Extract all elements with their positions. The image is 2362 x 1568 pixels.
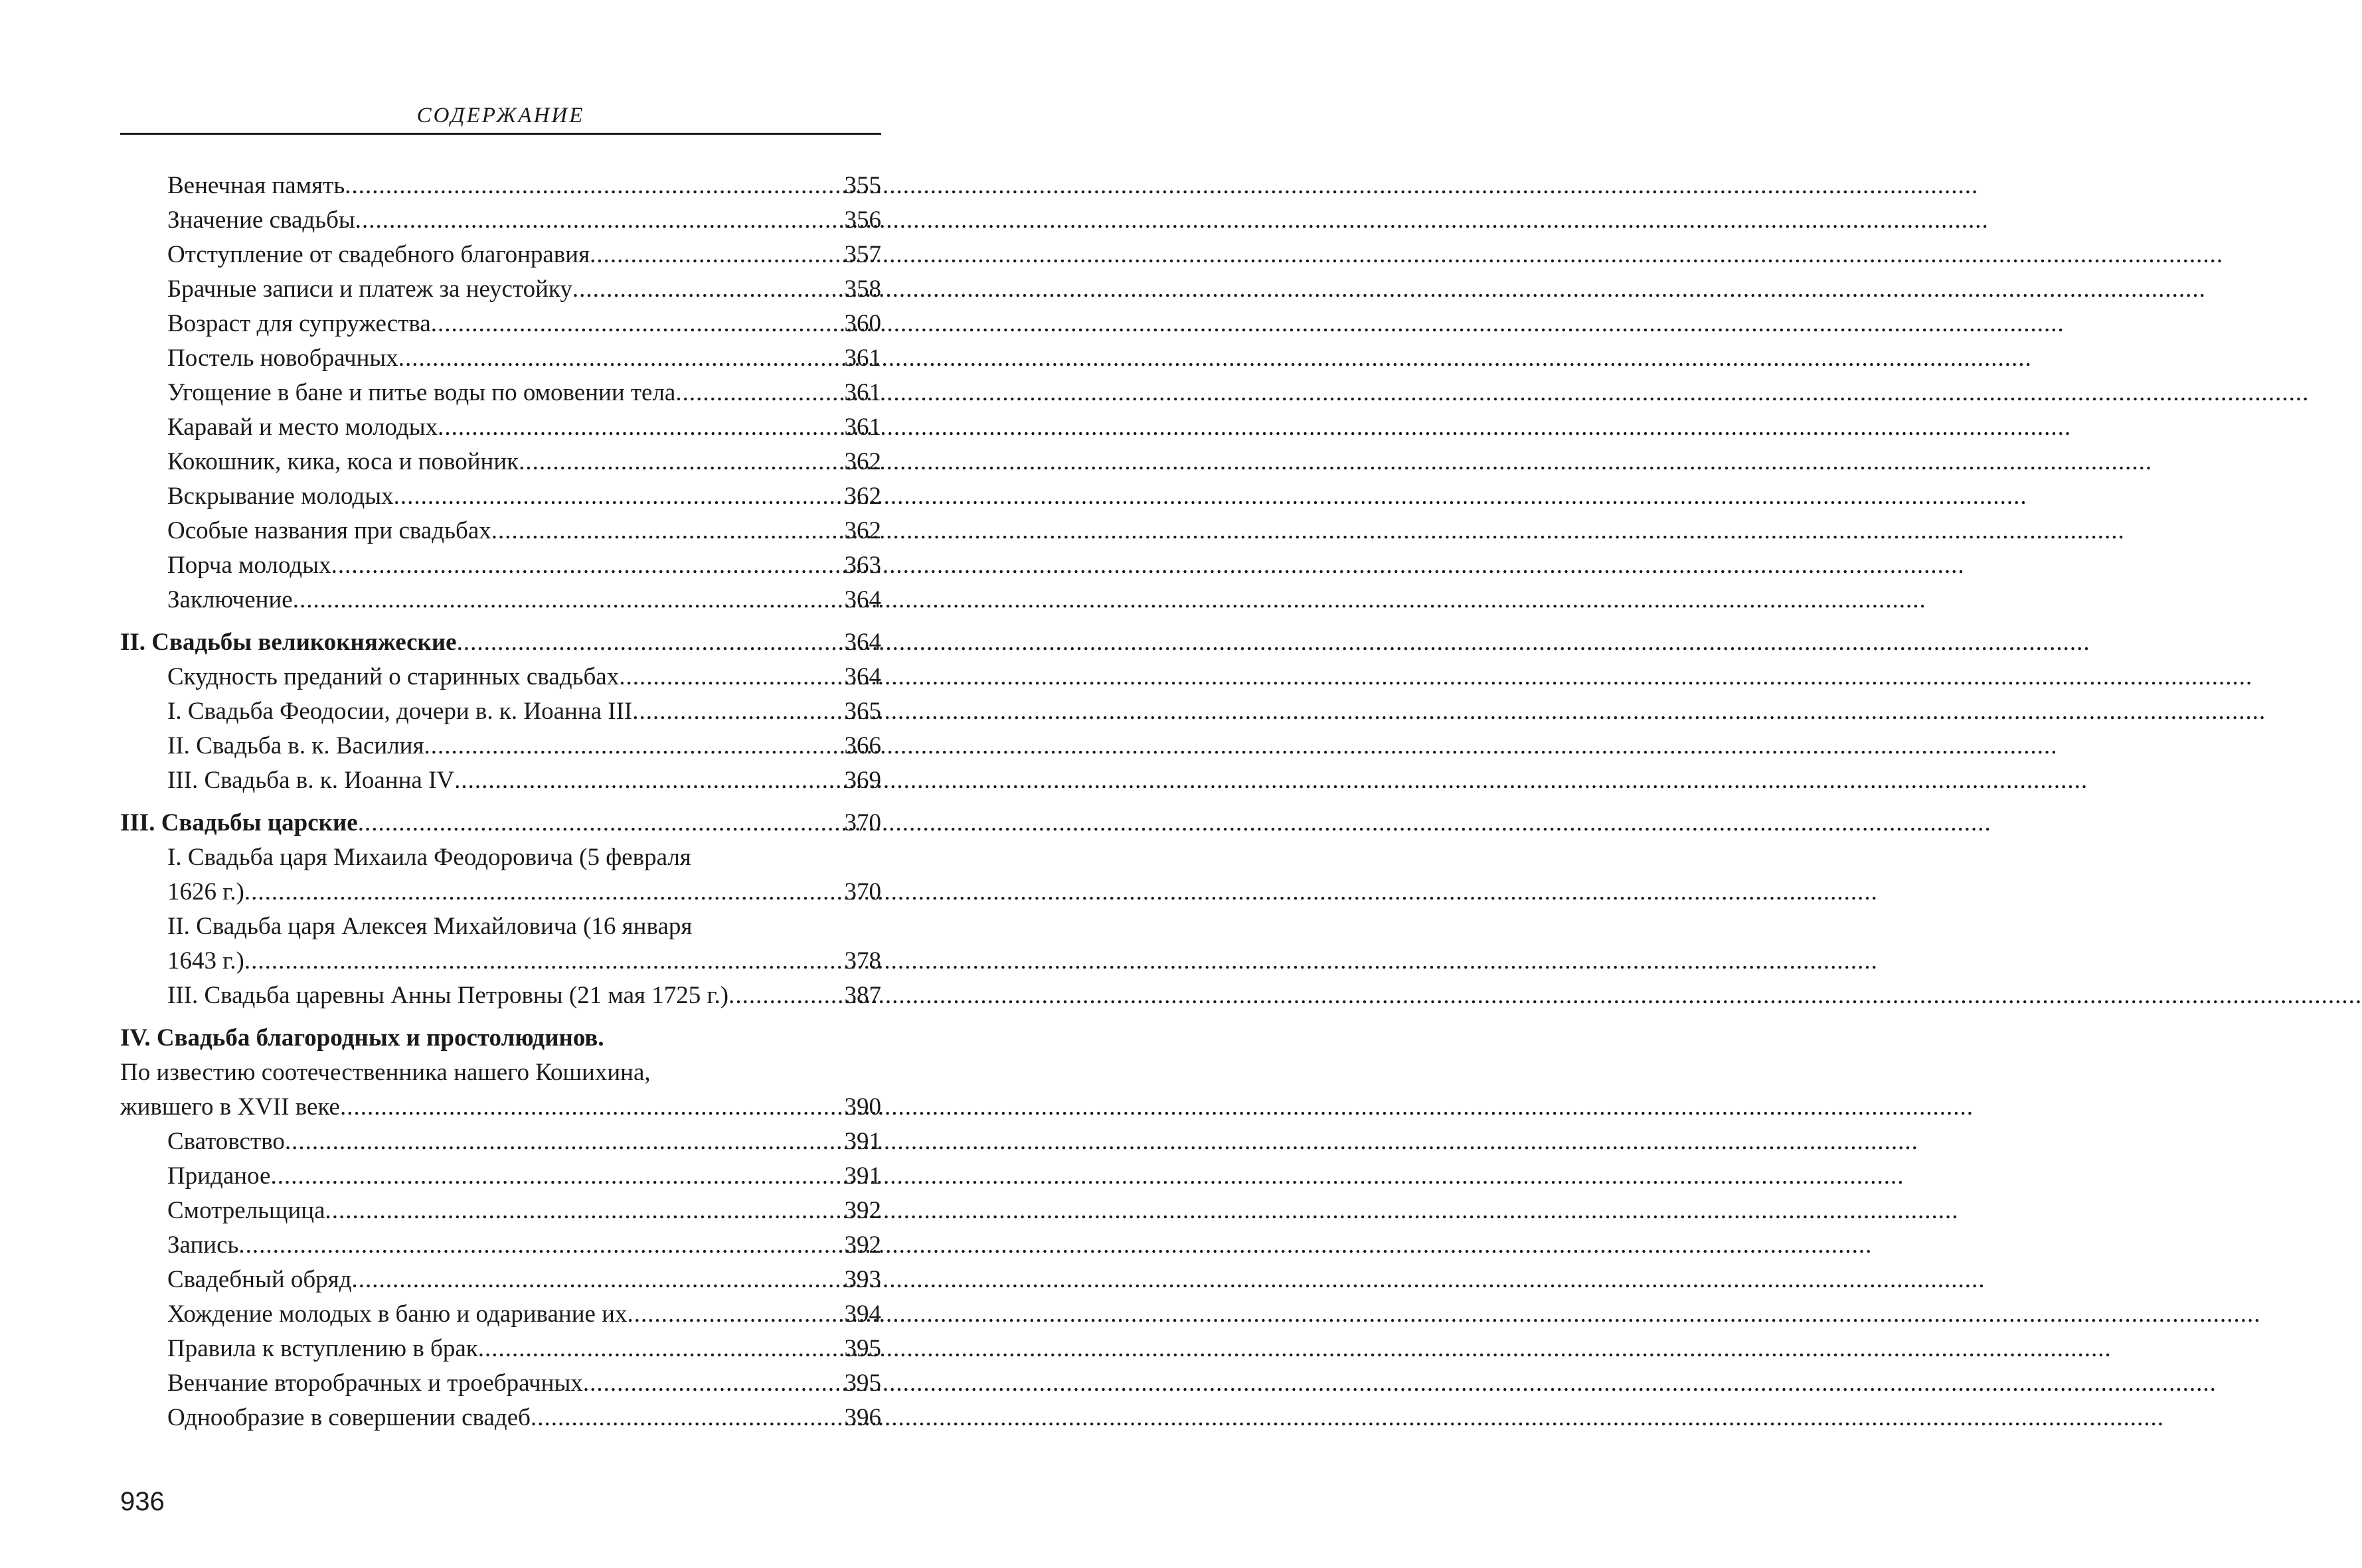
- toc-entry-page: 391: [844, 1162, 881, 1190]
- toc-entry: [120, 729, 881, 763]
- toc-entry: [120, 944, 881, 979]
- dot-leader: [431, 307, 845, 341]
- toc-entry-title: Сватовство: [167, 1128, 285, 1155]
- dot-leader: [244, 944, 845, 979]
- toc-entry-page: 393: [844, 1266, 881, 1293]
- toc-entry-title-line: I. Свадьба царя Михаила Феодоровича (5 февраля: [167, 844, 691, 871]
- dot-leader: [583, 1366, 845, 1401]
- toc-entry: [120, 548, 881, 583]
- toc-entry-title: Постель новобрачных: [167, 345, 398, 372]
- toc-entry-page: 361: [844, 379, 881, 406]
- toc-entry-title: II. Свадьба в. к. Василия: [167, 732, 424, 759]
- toc-entry-title: Смотрельщица: [167, 1197, 325, 1224]
- dot-leader: [325, 1194, 845, 1228]
- toc-entry: [120, 272, 881, 307]
- toc-entry: [120, 1366, 881, 1401]
- toc-entry-page: 361: [844, 414, 881, 441]
- toc-entry: [120, 169, 881, 203]
- toc-entry-page: 396: [844, 1404, 881, 1431]
- dot-leader: [352, 1263, 845, 1297]
- toc-entry-page: 369: [844, 767, 881, 794]
- toc-entry: [120, 1125, 881, 1159]
- toc-entry-title: Заключение: [167, 586, 293, 613]
- toc-entry: [120, 1159, 881, 1194]
- dot-leader: [244, 875, 845, 909]
- dot-leader: [340, 1090, 845, 1125]
- dot-leader: [632, 694, 844, 729]
- dot-leader: [270, 1159, 844, 1194]
- toc-entry-title: Правила к вступлению в брак: [167, 1335, 478, 1362]
- table-of-contents: [120, 169, 881, 1435]
- toc-entry: [120, 1263, 881, 1297]
- toc-entry-page: 370: [844, 809, 881, 836]
- toc-entry-page: 362: [844, 448, 881, 475]
- toc-entry-title: Однообразие в совершении свадеб: [167, 1404, 531, 1431]
- toc-entry-page: 392: [844, 1231, 881, 1259]
- toc-entry-title-line: II. Свадьба царя Алексея Михайловича (16 января: [167, 913, 693, 940]
- toc-entry-page: 363: [844, 552, 881, 579]
- dot-leader: [285, 1125, 845, 1159]
- toc-entry-title: Особые названия при свадьбах: [167, 517, 491, 544]
- dot-leader: [454, 763, 844, 798]
- toc-entry-title: жившего в XVII веке: [120, 1093, 340, 1121]
- toc-entry-title: III. Свадьба в. к. Иоанна IV: [167, 767, 455, 794]
- dot-leader: [675, 376, 844, 410]
- toc-entry-title: Кокошник, кика, коса и повойник: [167, 448, 519, 475]
- toc-entry: [120, 979, 881, 1013]
- toc-entry-page: 360: [844, 310, 881, 337]
- toc-entry-title: 1626 г.): [167, 878, 244, 905]
- toc-entry-title: Порча молодых: [167, 552, 331, 579]
- toc-entry-page: 366: [844, 732, 881, 759]
- dot-leader: [491, 514, 845, 548]
- dot-leader: [424, 729, 844, 763]
- toc-entry-page: 362: [844, 483, 881, 510]
- toc-entry-page: 395: [844, 1335, 881, 1362]
- dot-leader: [355, 203, 845, 238]
- dot-leader: [519, 445, 844, 479]
- toc-entry: [120, 694, 881, 729]
- toc-entry: [120, 514, 881, 548]
- toc-entry-page: 358: [844, 275, 881, 303]
- toc-entry: [120, 307, 881, 341]
- dot-leader: [590, 238, 844, 272]
- running-header: СОДЕРЖАНИЕ: [120, 102, 881, 135]
- toc-entry: [120, 479, 881, 514]
- toc-entry-page: 362: [844, 517, 881, 544]
- dot-leader: [394, 479, 845, 514]
- toc-entry-title: I. Свадьба Феодосии, дочери в. к. Иоанна III: [167, 698, 633, 725]
- dot-leader: [478, 1332, 845, 1366]
- section-title: II. Свадьбы великокняжеские: [120, 629, 457, 656]
- toc-entry: [120, 445, 881, 479]
- toc-entry-title: Значение свадьбы: [167, 206, 355, 234]
- toc-entry: [120, 238, 881, 272]
- toc-entry-page: 361: [844, 345, 881, 372]
- toc-entry-title: Отступление от свадебного благонравия: [167, 241, 590, 268]
- toc-entry-title: Брачные записи и платеж за неустойку: [167, 275, 572, 303]
- dot-leader: [619, 660, 844, 694]
- toc-entry-page: 390: [844, 1093, 881, 1121]
- dot-leader: [398, 341, 845, 376]
- toc-entry-title: Вскрывание молодых: [167, 483, 394, 510]
- toc-entry-title: Приданое: [167, 1162, 271, 1190]
- dot-leader: [293, 583, 845, 617]
- toc-entry: [120, 1297, 881, 1332]
- toc-entry-page: 378: [844, 947, 881, 975]
- toc-entry: [120, 875, 881, 909]
- toc-entry-title: Венчание второбрачных и троебрачных: [167, 1370, 583, 1397]
- toc-entry: [120, 583, 881, 617]
- dot-leader: [457, 625, 845, 660]
- toc-entry-page: 364: [844, 663, 881, 690]
- toc-section-heading: IV. Свадьба благородных и простолюдинов.: [120, 1024, 604, 1052]
- toc-entry-page: 364: [844, 586, 881, 613]
- toc-entry-page: 355: [844, 172, 881, 199]
- toc-entry-title: Возраст для супружества: [167, 310, 431, 337]
- toc-entry-page: 391: [844, 1128, 881, 1155]
- toc-entry-title: Венечная память: [167, 172, 345, 199]
- toc-entry: [120, 660, 881, 694]
- dot-leader: [572, 272, 845, 307]
- toc-entry-page: 395: [844, 1370, 881, 1397]
- toc-entry-title: 1643 г.): [167, 947, 244, 975]
- toc-entry: [120, 1332, 881, 1366]
- toc-entry-title: Угощение в бане и питье воды по омовении тела: [167, 379, 676, 406]
- toc-entry-title: Запись: [167, 1231, 239, 1259]
- toc-entry-page: 394: [844, 1300, 881, 1328]
- section-title: III. Свадьбы царские: [120, 809, 358, 836]
- toc-entry-title: Скудность преданий о старинных свадьбах: [167, 663, 620, 690]
- toc-section-heading: [120, 625, 881, 660]
- toc-entry: [120, 1228, 881, 1263]
- toc-entry-title: Каравай и место молодых: [167, 414, 438, 441]
- toc-entry: [120, 1401, 881, 1435]
- toc-entry: [120, 203, 881, 238]
- toc-entry: [120, 410, 881, 445]
- toc-entry-page: 370: [844, 878, 881, 905]
- page-number: 936: [120, 1487, 165, 1516]
- dot-leader: [728, 979, 844, 1013]
- toc-entry: [120, 763, 881, 798]
- dot-leader: [438, 410, 844, 445]
- dot-leader: [238, 1228, 844, 1263]
- dot-leader: [345, 169, 844, 203]
- dot-leader: [358, 806, 845, 840]
- toc-entry-page: 364: [844, 629, 881, 656]
- dot-leader: [331, 548, 845, 583]
- toc-entry-title: Свадебный обряд: [167, 1266, 352, 1293]
- toc-entry: [120, 341, 881, 376]
- toc-entry-title: III. Свадьба царевны Анны Петровны (21 мая 1725 г.): [167, 982, 729, 1009]
- toc-entry-title-line: По известию соотечественника нашего Кошихина,: [120, 1059, 651, 1086]
- toc-entry-page: 387: [844, 982, 881, 1009]
- toc-entry: [120, 1090, 881, 1125]
- toc-section-heading: [120, 806, 881, 840]
- toc-entry-page: 356: [844, 206, 881, 234]
- dot-leader: [531, 1401, 845, 1435]
- toc-entry: [120, 1194, 881, 1228]
- toc-entry: [120, 376, 881, 410]
- toc-entry-page: 365: [844, 698, 881, 725]
- toc-entry-title: Хождение молодых в баню и одаривание их: [167, 1300, 628, 1328]
- dot-leader: [628, 1297, 845, 1332]
- toc-entry-page: 357: [844, 241, 881, 268]
- toc-entry-page: 392: [844, 1197, 881, 1224]
